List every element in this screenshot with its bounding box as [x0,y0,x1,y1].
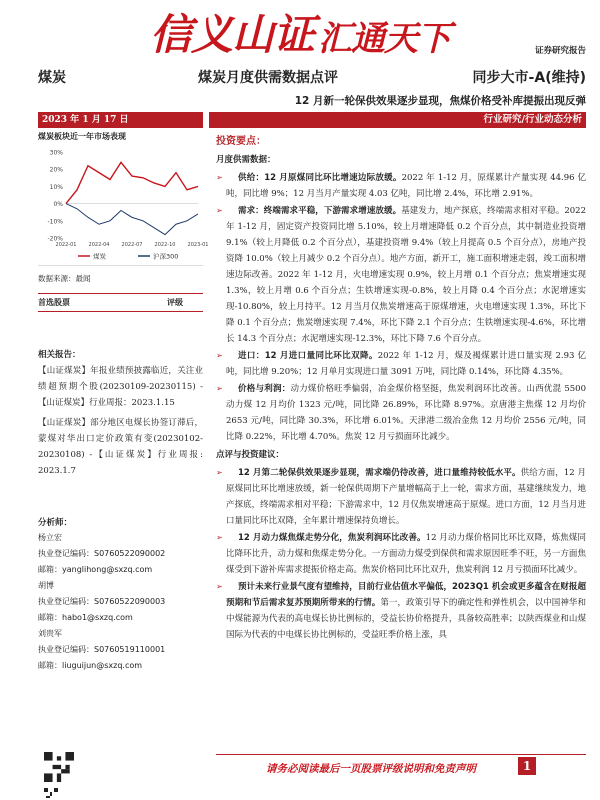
related-report-item[interactable]: 【山证煤炭】年报业绩预披露临近，关注业绩超预期个股(20230109-20230115) -【山证煤炭】行业周报：2023.1.15 [38,366,203,408]
report-title: 煤炭月度供需数据点评 [198,70,338,86]
related-report-item[interactable]: 【山证煤炭】部分地区电煤长协签订滞后，蒙煤对华出口定价政策有变(20230102-20230108) -【山证煤炭】行业周报: 2023.1.7 [38,418,203,476]
report-type: 证券研究报告 [534,46,586,56]
series-line-hs300 [66,204,198,235]
report-subtitle: 12 月新一轮保供效果逐步显现，焦煤价格受补库提振出现反弹 [294,95,586,107]
analyst-line: 胡博 [38,581,54,590]
bullet-demand: ➢ 需求：终端需求平稳，下游需求增速放缓。基建发力，地产探底，终端需求相对平稳。2022 年 1-12 月，固定资产投资同比增 5.10%，较上月增速降低 0.2 个百分点，其中制造业投资增 9.1%（较上月降低 0.2 个百分点），基建投资增 9.4%（较上月提高 0.5 个百分点），房地产投资降 10.0%（较上月减少 0.2 个百分点）。地产方面，新开工，施工面积增速走弱，竣工面积增速边际改善。2022 年 1-12 月，火电增速实现 0.9%，较上月增 0.1 个百分点；焦炭增速实现 1.3%，较上月增 0.6 个百分点；生铁增速实现-0.8%，较上月降 0.4 个百分点；水泥增速实现-10.80%，较上月持平。12 月当月仅焦炭增速高于原煤增速，火电增速实现 1.3%，环比下降 0.1 个百分点；焦炭增速实现 7.4%，环比下降 2.1 个百分点；生铁增速实现-4.6%，环比增长 14.3 个百分点；水泥增速实现-12.3%，环比下降 7.6 个百分点。 [216,203,586,347]
analyst-line: 执业登记编码：S0760522090002 [38,549,166,558]
analyst-line: 刘贵军 [38,629,62,638]
chart-title: 煤炭板块近一年市场表现 [38,132,126,141]
x-tick-label: 2023-01 [187,242,209,248]
disclaimer-text: 请务必阅读最后一页股票评级说明和免责声明 [266,763,476,775]
series-line-coal [66,162,198,203]
page-number: 1 [518,757,536,775]
suggestion-heading: 点评与投资建议： [216,450,285,460]
y-tick-label: 20% [49,166,63,174]
analysts-heading: 分析师： [38,518,73,528]
qr-code-icon [44,752,74,782]
sector-label: 煤炭 [38,70,66,86]
y-tick-label: 0% [53,201,63,209]
analyst-line: 执业登记编码：S0760522090003 [38,597,166,606]
preferred-stocks-header [38,293,203,312]
related-reports-heading: 相关报告： [38,350,81,360]
chart-svg [38,146,209,264]
analyst-line: 执业登记编码：S0760519110001 [38,645,166,654]
related-reports [38,363,203,483]
x-tick-label: 2022-04 [88,242,110,248]
y-tick-label: 30% [49,149,63,157]
main-body [216,134,586,644]
x-tick-label: 2022-10 [154,242,176,248]
brand-logo [150,0,451,59]
rating-column-label: 评级 [167,298,183,307]
y-tick-label: -20% [47,235,63,243]
qr-code-small-icon [44,788,58,800]
y-tick-label: 10% [49,183,63,191]
left-column [38,131,209,312]
legend-label: 沪深300 [153,252,179,261]
report-date: 2023 年 1 月 17 日 [38,112,203,128]
x-tick-label: 2022-01 [55,242,77,248]
monthly-data-heading: 月度供需数据： [216,155,276,165]
date-category-bar [38,112,586,128]
logo-part2: 汇通天下 [318,19,451,59]
title-row [38,66,586,88]
y-tick-label: -10% [47,218,63,226]
bullet-suggestion-2: ➢ 12 月动力煤焦煤走势分化，焦炭利润环比改善。12 月动力煤价格同比环比双降，炼焦煤同比降环比升，动力煤和焦煤走势分化。一方面动力煤受到保供和需求原因旺季不旺，另一方面焦煤受到下游补库需求提振价格走高。焦炭价格同比环比双升，焦炭利润 12 月亏损面环比减少。 [216,530,586,578]
bullet-supply: ➢ 供给：12 月原煤同比环比增速边际放缓。2022 年 1-12 月，原煤累计产量实现 44.96 亿吨，同比增 9%；12 月当月产量实现 4.03 亿吨，同比增 2.4%，环比增 2.91%。 [216,170,586,202]
data-source: 数据来源：最闻 [38,274,91,283]
x-tick-label: 2022-07 [121,242,143,248]
logo-part1: 信义山证 [150,10,315,59]
bullet-suggestion-1: ➢ 12 月第二轮保供效果逐步显现，需求端仍待改善，进口量维持较低水平。供给方面，12 月原煤同比环比增速放缓，新一轮保供周期下产量增幅高于上一轮，需求方面，基建继续发力，地产探底，终端需求相对平稳；下游需求中，12 月仅焦炭增速高于原煤。进口方面，12 月当月进口量同比环比双降，全年累计增速保持负增长。 [216,465,586,529]
bullet-suggestion-3: ➢ 预计未来行业景气度有望维持，目前行业估值水平偏低，2023Q1 机会或更多蕴含在财报超预期和节后需求复苏预期所带来的行情。第一，政策引导下的确定性和弹性机会，以中国神华和中煤能源为代表的高电煤长协比例标的，受益长协价格提升，具备较高胜率；以陕西煤业和山煤国际为代表的中电煤长协比例标的，受益旺季价格上涨，具 [216,579,586,643]
market-performance-chart [38,146,209,266]
legend-label: 煤炭 [93,252,106,261]
analyst-email[interactable]: 邮箱：habo1@sxzq.com [38,613,133,622]
rating-label: 同步大市-A(维持) [472,70,586,86]
bullet-import: ➢ 进口：12 月进口量同比环比双降。2022 年 1-12 月，煤及褐煤累计进口量实现 2.93 亿吨，同比增 9.20%；12 月单月实现进口量 3091 万吨，同比降 0.14%，环比降 4.35%。 [216,348,586,380]
analyst-email[interactable]: 邮箱：yanglihong@sxzq.com [38,565,153,574]
report-category: 行业研究/行业动态分析 [209,112,586,128]
investment-points-heading: 投资要点： [216,136,266,147]
analysts-list [38,530,203,674]
analyst-email[interactable]: 邮箱：liuguijun@sxzq.com [38,661,143,670]
bullet-price-profit: ➢ 价格与利润：动力煤价格旺季偏弱，冶金煤价格坚挺，焦炭利润环比改善。山西优混 5500 动力煤 12 月均价 1323 元/吨，同比降 26.89%，环比降 8.97%。京唐港主焦煤 12 月均价 2653 元/吨，同比降 30.3%，环比增 6.01%。天津港二级冶金焦 12 月均价 2556 元/吨，同比降 0.22%，环比增 4.70%。焦炭 12 月亏损面环比减少。 [216,381,586,445]
preferred-stocks-label: 首选股票 [38,298,70,307]
analyst-line: 杨立宏 [38,533,62,542]
footer [216,754,586,776]
